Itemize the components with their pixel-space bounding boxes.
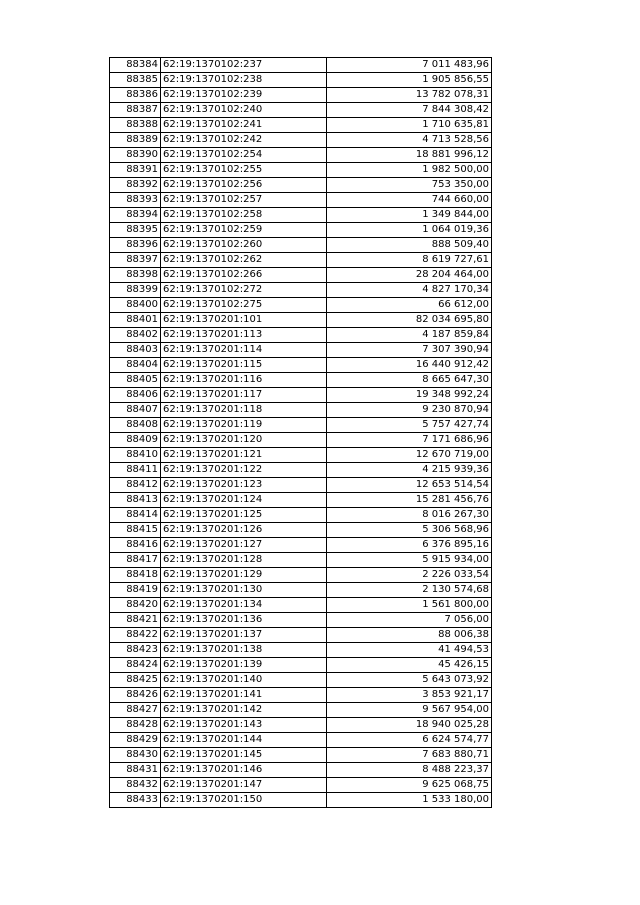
cadastral-number-cell: 62:19:1370201:147 [161, 778, 327, 793]
cadastral-value-cell: 7 171 686,96 [327, 433, 492, 448]
table-row [110, 643, 492, 658]
table-row [110, 238, 492, 253]
cadastral-value-cell: 888 509,40 [327, 238, 492, 253]
cadastral-number-cell: 62:19:1370102:240 [161, 103, 327, 118]
table-row [110, 733, 492, 748]
row-id-cell: 88413 [110, 493, 161, 508]
table-row [110, 508, 492, 523]
row-id-cell: 88430 [110, 748, 161, 763]
row-id-cell: 88395 [110, 223, 161, 238]
table-row [110, 448, 492, 463]
row-id-cell: 88410 [110, 448, 161, 463]
cadastral-value-cell: 88 006,38 [327, 628, 492, 643]
table-row [110, 478, 492, 493]
row-id-cell: 88389 [110, 133, 161, 148]
cadastral-value-cell: 16 440 912,42 [327, 358, 492, 373]
row-id-cell: 88386 [110, 88, 161, 103]
cadastral-number-cell: 62:19:1370201:138 [161, 643, 327, 658]
row-id-cell: 88399 [110, 283, 161, 298]
cadastral-value-table [109, 57, 492, 808]
cadastral-number-cell: 62:19:1370201:119 [161, 418, 327, 433]
table-row [110, 73, 492, 88]
table-row [110, 223, 492, 238]
row-id-cell: 88417 [110, 553, 161, 568]
row-id-cell: 88401 [110, 313, 161, 328]
cadastral-number-cell: 62:19:1370102:266 [161, 268, 327, 283]
cadastral-value-cell: 3 853 921,17 [327, 688, 492, 703]
table-row [110, 358, 492, 373]
table-row [110, 418, 492, 433]
table-row [110, 133, 492, 148]
cadastral-value-cell: 8 619 727,61 [327, 253, 492, 268]
table-row [110, 763, 492, 778]
cadastral-value-cell: 7 683 880,71 [327, 748, 492, 763]
cadastral-number-cell: 62:19:1370201:128 [161, 553, 327, 568]
cadastral-number-cell: 62:19:1370201:113 [161, 328, 327, 343]
row-id-cell: 88391 [110, 163, 161, 178]
cadastral-value-cell: 4 215 939,36 [327, 463, 492, 478]
table-row [110, 598, 492, 613]
cadastral-value-cell: 4 187 859,84 [327, 328, 492, 343]
row-id-cell: 88387 [110, 103, 161, 118]
row-id-cell: 88433 [110, 793, 161, 808]
cadastral-value-cell: 1 905 856,55 [327, 73, 492, 88]
cadastral-number-cell: 62:19:1370102:257 [161, 193, 327, 208]
row-id-cell: 88402 [110, 328, 161, 343]
cadastral-value-cell: 1 561 800,00 [327, 598, 492, 613]
table-row [110, 163, 492, 178]
cadastral-value-cell: 12 670 719,00 [327, 448, 492, 463]
table-row [110, 583, 492, 598]
cadastral-value-cell: 6 624 574,77 [327, 733, 492, 748]
cadastral-number-cell: 62:19:1370201:130 [161, 583, 327, 598]
cadastral-number-cell: 62:19:1370102:255 [161, 163, 327, 178]
row-id-cell: 88422 [110, 628, 161, 643]
row-id-cell: 88398 [110, 268, 161, 283]
cadastral-value-cell: 1 533 180,00 [327, 793, 492, 808]
cadastral-number-cell: 62:19:1370201:120 [161, 433, 327, 448]
table-row [110, 88, 492, 103]
row-id-cell: 88431 [110, 763, 161, 778]
cadastral-number-cell: 62:19:1370201:118 [161, 403, 327, 418]
row-id-cell: 88424 [110, 658, 161, 673]
cadastral-number-cell: 62:19:1370102:237 [161, 58, 327, 73]
row-id-cell: 88421 [110, 613, 161, 628]
cadastral-number-cell: 62:19:1370201:127 [161, 538, 327, 553]
row-id-cell: 88403 [110, 343, 161, 358]
cadastral-value-cell: 5 915 934,00 [327, 553, 492, 568]
cadastral-value-cell: 66 612,00 [327, 298, 492, 313]
row-id-cell: 88432 [110, 778, 161, 793]
cadastral-value-cell: 9 567 954,00 [327, 703, 492, 718]
cadastral-number-cell: 62:19:1370201:121 [161, 448, 327, 463]
cadastral-value-cell: 2 226 033,54 [327, 568, 492, 583]
table-row [110, 688, 492, 703]
cadastral-value-cell: 41 494,53 [327, 643, 492, 658]
cadastral-number-cell: 62:19:1370201:144 [161, 733, 327, 748]
cadastral-number-cell: 62:19:1370102:260 [161, 238, 327, 253]
cadastral-number-cell: 62:19:1370201:141 [161, 688, 327, 703]
table-row [110, 718, 492, 733]
cadastral-value-cell: 6 376 895,16 [327, 538, 492, 553]
cadastral-value-cell: 45 426,15 [327, 658, 492, 673]
cadastral-value-cell: 4 827 170,34 [327, 283, 492, 298]
cadastral-value-cell: 13 782 078,31 [327, 88, 492, 103]
row-id-cell: 88407 [110, 403, 161, 418]
row-id-cell: 88418 [110, 568, 161, 583]
cadastral-number-cell: 62:19:1370201:140 [161, 673, 327, 688]
cadastral-number-cell: 62:19:1370201:123 [161, 478, 327, 493]
cadastral-value-cell: 7 844 308,42 [327, 103, 492, 118]
cadastral-value-cell: 5 643 073,92 [327, 673, 492, 688]
cadastral-number-cell: 62:19:1370201:117 [161, 388, 327, 403]
table-row [110, 118, 492, 133]
row-id-cell: 88419 [110, 583, 161, 598]
cadastral-number-cell: 62:19:1370201:101 [161, 313, 327, 328]
cadastral-number-cell: 62:19:1370201:139 [161, 658, 327, 673]
table-body [110, 58, 492, 808]
row-id-cell: 88420 [110, 598, 161, 613]
cadastral-number-cell: 62:19:1370201:145 [161, 748, 327, 763]
table-row [110, 268, 492, 283]
row-id-cell: 88390 [110, 148, 161, 163]
table-row [110, 778, 492, 793]
table-row [110, 493, 492, 508]
table-row [110, 748, 492, 763]
row-id-cell: 88426 [110, 688, 161, 703]
table-row [110, 793, 492, 808]
table-row [110, 313, 492, 328]
table-row [110, 208, 492, 223]
table-row [110, 298, 492, 313]
table-row [110, 403, 492, 418]
cadastral-number-cell: 62:19:1370201:114 [161, 343, 327, 358]
row-id-cell: 88416 [110, 538, 161, 553]
cadastral-number-cell: 62:19:1370201:125 [161, 508, 327, 523]
row-id-cell: 88392 [110, 178, 161, 193]
cadastral-number-cell: 62:19:1370201:122 [161, 463, 327, 478]
table-row [110, 628, 492, 643]
row-id-cell: 88414 [110, 508, 161, 523]
cadastral-value-cell: 8 665 647,30 [327, 373, 492, 388]
table-row [110, 283, 492, 298]
row-id-cell: 88423 [110, 643, 161, 658]
row-id-cell: 88408 [110, 418, 161, 433]
cadastral-number-cell: 62:19:1370102:258 [161, 208, 327, 223]
cadastral-number-cell: 62:19:1370201:116 [161, 373, 327, 388]
cadastral-number-cell: 62:19:1370201:124 [161, 493, 327, 508]
cadastral-value-cell: 18 940 025,28 [327, 718, 492, 733]
table-row [110, 328, 492, 343]
row-id-cell: 88406 [110, 388, 161, 403]
cadastral-number-cell: 62:19:1370201:143 [161, 718, 327, 733]
table-row [110, 148, 492, 163]
cadastral-number-cell: 62:19:1370102:256 [161, 178, 327, 193]
row-id-cell: 88396 [110, 238, 161, 253]
cadastral-value-cell: 5 757 427,74 [327, 418, 492, 433]
row-id-cell: 88393 [110, 193, 161, 208]
cadastral-number-cell: 62:19:1370102:272 [161, 283, 327, 298]
cadastral-number-cell: 62:19:1370201:115 [161, 358, 327, 373]
cadastral-value-cell: 1 064 019,36 [327, 223, 492, 238]
table-row [110, 253, 492, 268]
cadastral-value-cell: 15 281 456,76 [327, 493, 492, 508]
table-row [110, 193, 492, 208]
row-id-cell: 88429 [110, 733, 161, 748]
cadastral-number-cell: 62:19:1370102:254 [161, 148, 327, 163]
row-id-cell: 88415 [110, 523, 161, 538]
table-row [110, 553, 492, 568]
cadastral-value-cell: 19 348 992,24 [327, 388, 492, 403]
cadastral-number-cell: 62:19:1370102:239 [161, 88, 327, 103]
cadastral-value-cell: 4 713 528,56 [327, 133, 492, 148]
cadastral-value-cell: 7 056,00 [327, 613, 492, 628]
row-id-cell: 88404 [110, 358, 161, 373]
cadastral-number-cell: 62:19:1370102:259 [161, 223, 327, 238]
cadastral-number-cell: 62:19:1370201:137 [161, 628, 327, 643]
row-id-cell: 88400 [110, 298, 161, 313]
cadastral-value-cell: 753 350,00 [327, 178, 492, 193]
table-row [110, 433, 492, 448]
cadastral-value-cell: 1 982 500,00 [327, 163, 492, 178]
cadastral-value-cell: 28 204 464,00 [327, 268, 492, 283]
table-row [110, 703, 492, 718]
table-row [110, 673, 492, 688]
cadastral-value-cell: 8 488 223,37 [327, 763, 492, 778]
table-row [110, 58, 492, 73]
cadastral-value-cell: 744 660,00 [327, 193, 492, 208]
row-id-cell: 88388 [110, 118, 161, 133]
cadastral-number-cell: 62:19:1370102:241 [161, 118, 327, 133]
table-row [110, 103, 492, 118]
row-id-cell: 88394 [110, 208, 161, 223]
row-id-cell: 88428 [110, 718, 161, 733]
cadastral-number-cell: 62:19:1370201:134 [161, 598, 327, 613]
row-id-cell: 88405 [110, 373, 161, 388]
table-row [110, 373, 492, 388]
cadastral-value-cell: 82 034 695,80 [327, 313, 492, 328]
row-id-cell: 88385 [110, 73, 161, 88]
table-row [110, 343, 492, 358]
cadastral-value-cell: 5 306 568,96 [327, 523, 492, 538]
cadastral-value-cell: 18 881 996,12 [327, 148, 492, 163]
row-id-cell: 88384 [110, 58, 161, 73]
cadastral-value-cell: 1 349 844,00 [327, 208, 492, 223]
cadastral-value-cell: 1 710 635,81 [327, 118, 492, 133]
row-id-cell: 88412 [110, 478, 161, 493]
cadastral-value-cell: 8 016 267,30 [327, 508, 492, 523]
cadastral-number-cell: 62:19:1370102:242 [161, 133, 327, 148]
table-row [110, 613, 492, 628]
table-row [110, 463, 492, 478]
cadastral-value-cell: 2 130 574,68 [327, 583, 492, 598]
cadastral-number-cell: 62:19:1370201:142 [161, 703, 327, 718]
table-row [110, 523, 492, 538]
table-row [110, 568, 492, 583]
cadastral-number-cell: 62:19:1370102:238 [161, 73, 327, 88]
row-id-cell: 88411 [110, 463, 161, 478]
cadastral-value-cell: 7 011 483,96 [327, 58, 492, 73]
row-id-cell: 88409 [110, 433, 161, 448]
cadastral-value-cell: 7 307 390,94 [327, 343, 492, 358]
cadastral-number-cell: 62:19:1370201:126 [161, 523, 327, 538]
cadastral-number-cell: 62:19:1370201:146 [161, 763, 327, 778]
cadastral-number-cell: 62:19:1370201:129 [161, 568, 327, 583]
cadastral-value-cell: 9 230 870,94 [327, 403, 492, 418]
row-id-cell: 88397 [110, 253, 161, 268]
cadastral-number-cell: 62:19:1370201:136 [161, 613, 327, 628]
table-row [110, 538, 492, 553]
cadastral-value-cell: 12 653 514,54 [327, 478, 492, 493]
row-id-cell: 88425 [110, 673, 161, 688]
cadastral-value-cell: 9 625 068,75 [327, 778, 492, 793]
cadastral-number-cell: 62:19:1370102:275 [161, 298, 327, 313]
table-row [110, 178, 492, 193]
table-row [110, 658, 492, 673]
cadastral-number-cell: 62:19:1370102:262 [161, 253, 327, 268]
cadastral-number-cell: 62:19:1370201:150 [161, 793, 327, 808]
table-row [110, 388, 492, 403]
row-id-cell: 88427 [110, 703, 161, 718]
